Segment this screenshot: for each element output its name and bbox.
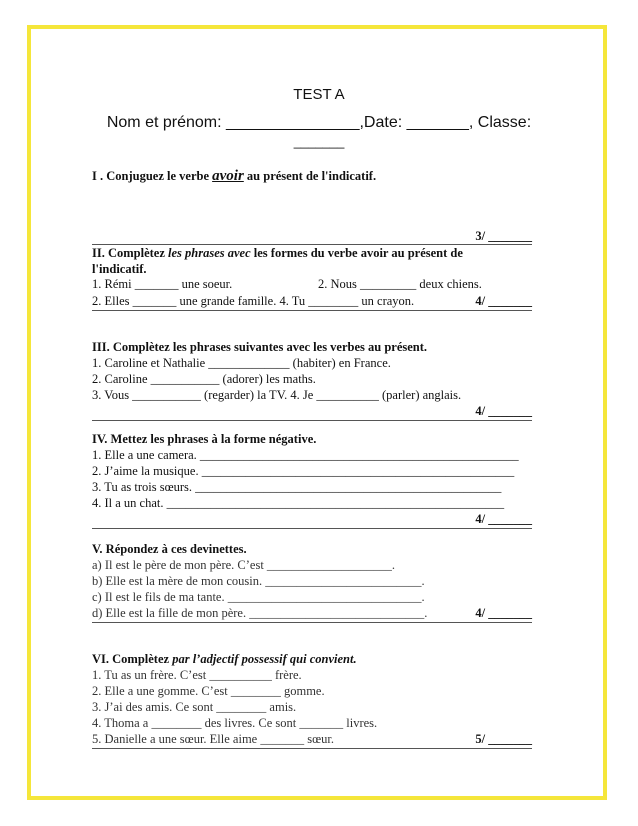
section-4-score: 4/ _______ [475,512,532,526]
section-1-suffix: au présent de l'indicatif. [243,169,377,183]
section-6-head-a: VI. Complètez [92,652,170,666]
student-info-line-cont: _______ [293,134,345,149]
section-6-line-4: 4. Thoma a ________ des livres. Ce sont _______ livres. [92,716,378,730]
section-2-heading [92,246,463,261]
section-divider [92,244,532,245]
section-1-prefix: I . Conjuguez le verbe [92,169,213,183]
section-4-line-4: 4. Il a un chat. ______________________________________________________ [92,496,505,510]
section-6-line-3: 3. J’ai des amis. Ce sont ________ amis. [92,700,297,714]
section-3-heading: III. Complètez les phrases suivantes avec les verbes au présent. [92,340,428,354]
section-1-verb: avoir [212,168,244,184]
section-6-head-b: par l’adjectif possessif qui convient. [169,652,357,666]
section-2-head-b: les phrases avec [164,246,251,260]
section-divider [92,420,532,421]
section-6-line-2: 2. Elle a une gomme. C’est ________ gomme. [92,684,325,698]
section-divider [92,748,532,749]
section-5-line-4: d) Elle est la fille de mon père. ____________________________. [92,606,428,620]
student-info-line: Nom et prénom: _______________,Date: _______, Classe: [106,114,532,131]
section-4-line-3: 3. Tu as trois sœurs. _________________________________________________ [92,480,502,494]
section-4-line-2: 2. J’aime la musique. __________________________________________________ [92,464,515,478]
section-1-heading [92,168,376,185]
section-divider [92,622,532,623]
section-4-line-1: 1. Elle a une camera. ___________________________________________________ [92,448,519,462]
section-5-heading: V. Répondez à ces devinettes. [92,542,247,556]
section-3-line-1: 1. Caroline et Nathalie _____________ (habiter) en France. [92,356,391,370]
test-title: TEST A [293,86,345,103]
section-6-line-5: 5. Danielle a une sœur. Elle aime _______ sœur. [92,732,334,746]
section-6-line-1: 1. Tu as un frère. C’est __________ frère. [92,668,302,682]
section-3-line-3: 3. Vous ___________ (regarder) la TV. 4. Je __________ (parler) anglais. [92,388,462,402]
section-5-line-3: c) Il est le fils de ma tante. _______________________________. [92,590,425,604]
section-2-score: 4/ _______ [475,294,532,308]
section-3-score: 4/ _______ [475,404,532,418]
section-divider [92,310,532,311]
section-2-heading-cont: l'indicatif. [92,262,147,276]
section-3-line-2: 2. Caroline ___________ (adorer) les maths. [92,372,316,386]
section-4-heading: IV. Mettez les phrases à la forme négative. [92,432,317,446]
section-5-line-2: b) Elle est la mère de mon cousin. _________________________. [92,574,425,588]
section-2-line-1a: 1. Rémi _______ une soeur. [92,277,233,291]
section-6-heading [92,652,357,667]
section-2-head-c: les formes du verbe avoir au présent de [250,246,463,260]
section-1-score: 3/ _______ [475,229,532,243]
section-divider [92,528,532,529]
section-2-line-2: 2. Elles _______ une grande famille. 4. Tu ________ un crayon. [92,294,415,308]
section-5-line-1: a) Il est le père de mon père. C’est ____________________. [92,558,396,572]
section-5-score: 4/ _______ [475,606,532,620]
section-2-line-1b: 2. Nous _________ deux chiens. [318,277,482,291]
section-2-head-a: II. Complètez [92,246,165,260]
section-6-score: 5/ _______ [475,732,532,746]
